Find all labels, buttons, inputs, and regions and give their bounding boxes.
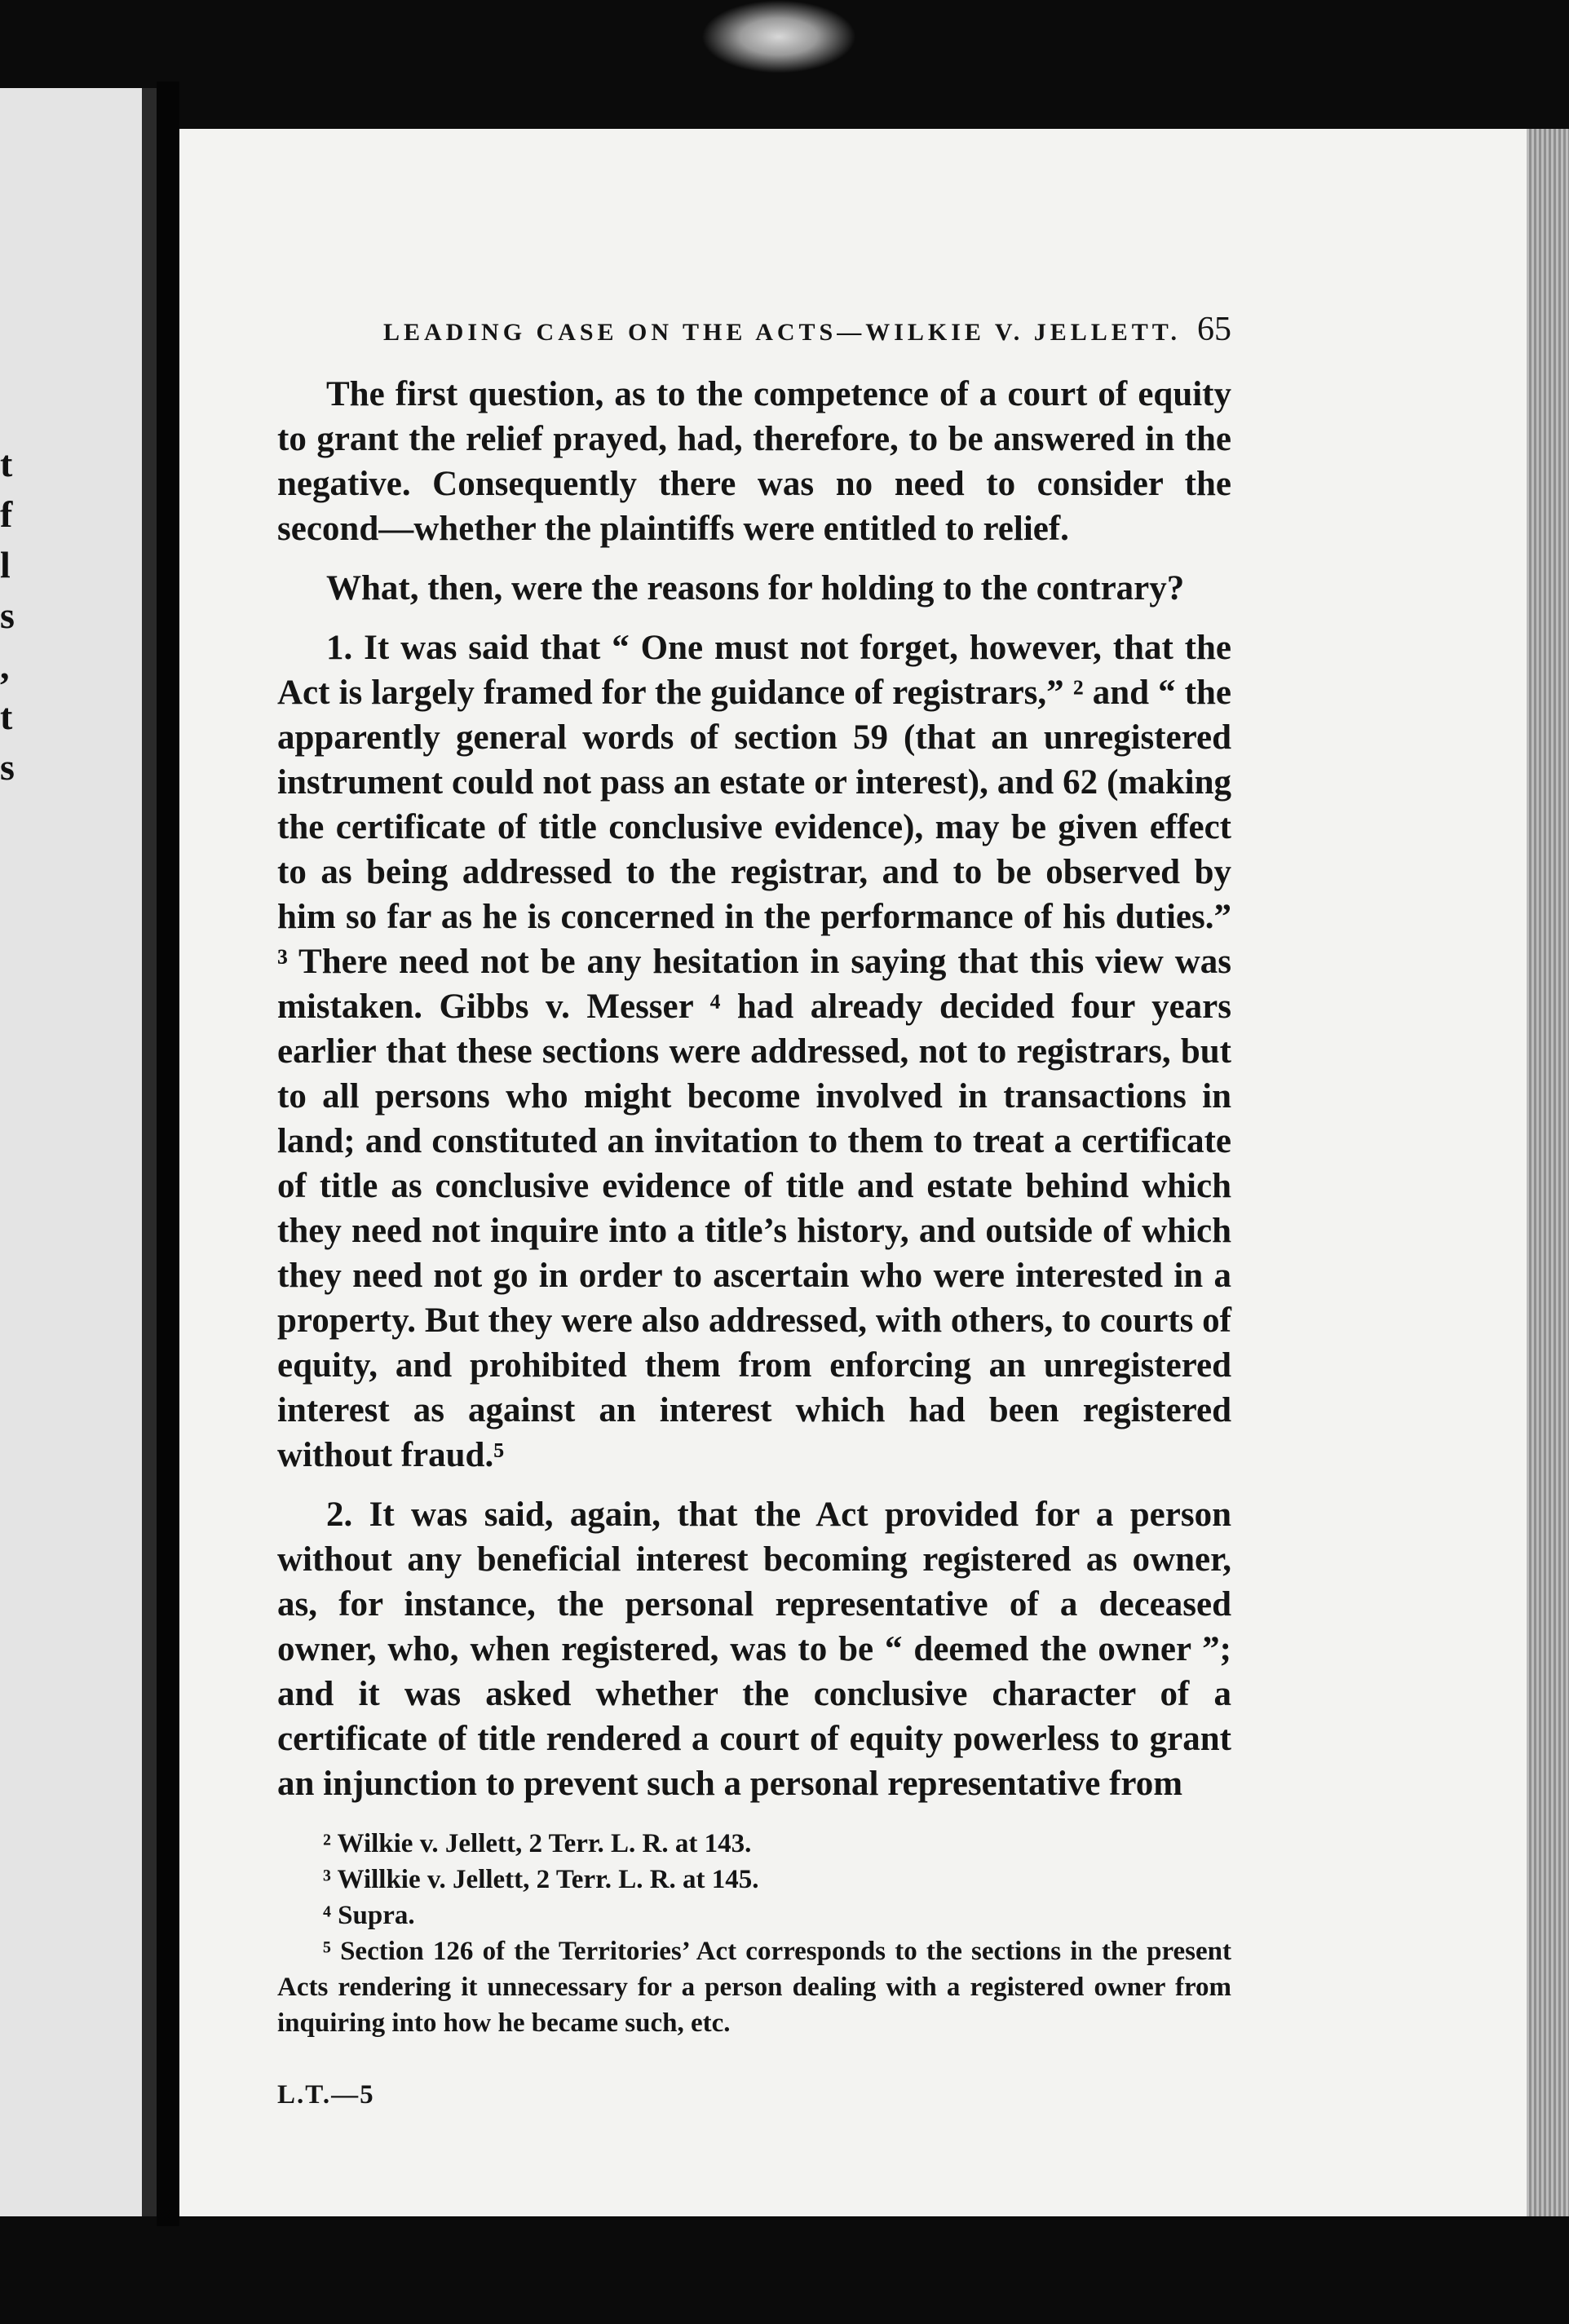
left-char: l xyxy=(0,544,11,585)
footnote: ⁴ Supra. xyxy=(323,1901,415,1930)
running-head xyxy=(277,310,1231,349)
left-page-fragment xyxy=(0,88,157,2216)
paragraph: The first question, as to the competence of a court of equity to grant the relief prayed, had, therefore, to be answered in the negative. Consequently there was no need to consider the second—whether the plaintiffs were entitled to relief. xyxy=(277,375,1231,548)
left-char: , xyxy=(0,645,10,687)
footnotes xyxy=(277,1826,1231,2041)
left-page-edge xyxy=(142,88,157,2216)
left-char: s xyxy=(0,746,15,788)
book-gutter xyxy=(157,82,179,2226)
paragraph: 1. It was said that “ One must not forget, however, that the Act is largely framed for the guidance of registrars,” ² and “ the apparently general words of section 59 (that an unregistered instrument could not pass an estate or interest), and 62 (making the certificate of title conclusive evidence), may be given effect to as being addressed to the registrar, and to be observed by him so far as he is concerned in the performance of his duties.” ³ There need not be any hesitation in saying that this view was mistaken. Gibbs v. Messer ⁴ had already decided four years earlier that these sections were addressed, not to registrars, but to all persons who might become involved in transactions in land; and constituted an invitation to them to treat a certificate of title as conclusive evidence of title and estate behind which they need not inquire into a title’s history, and outside of which they need not go in order to ascertain who were interested in a property. But they were also addressed, with others, to courts of equity, and prohibited them from enforcing an unregistered interest as against an interest which had been registered without fraud.⁵ xyxy=(277,629,1231,1474)
page-text xyxy=(277,310,1231,2110)
page-number: 65 xyxy=(1197,311,1231,348)
left-char: f xyxy=(0,493,13,535)
left-char: s xyxy=(0,594,15,636)
page-stack-edge xyxy=(1527,129,1569,2216)
scan-smudge xyxy=(701,0,856,73)
footnote: ³ Willkie v. Jellett, 2 Terr. L. R. at 145. xyxy=(323,1865,759,1894)
paragraph: What, then, were the reasons for holding to the contrary? xyxy=(326,569,1185,608)
paragraph: 2. It was said, again, that the Act provided for a person without any beneficial interest becoming registered as owner, as, for instance, the personal representative of a deceased owner, who, when registered, was to be “ deemed the owner ”; and it was asked whether the conclusive character of a certificate of title rendered a court of equity powerless to grant an injunction to prevent such a personal representative from xyxy=(277,1496,1231,1803)
left-page-margin-characters xyxy=(0,439,24,793)
left-char: t xyxy=(0,696,13,737)
left-char: t xyxy=(0,443,13,484)
footnote: ⁵ Section 126 of the Territories’ Act corresponds to the sections in the present Acts rendering it unnecessary for a person dealing with a registered owner from inquiring into how he became such, etc. xyxy=(277,1937,1231,2038)
signature-mark: L.T.—5 xyxy=(277,2080,375,2110)
running-head-title: LEADING CASE ON THE ACTS—WILKIE V. JELLETT. xyxy=(383,319,1182,346)
footnote: ² Wilkie v. Jellett, 2 Terr. L. R. at 143. xyxy=(323,1829,752,1858)
